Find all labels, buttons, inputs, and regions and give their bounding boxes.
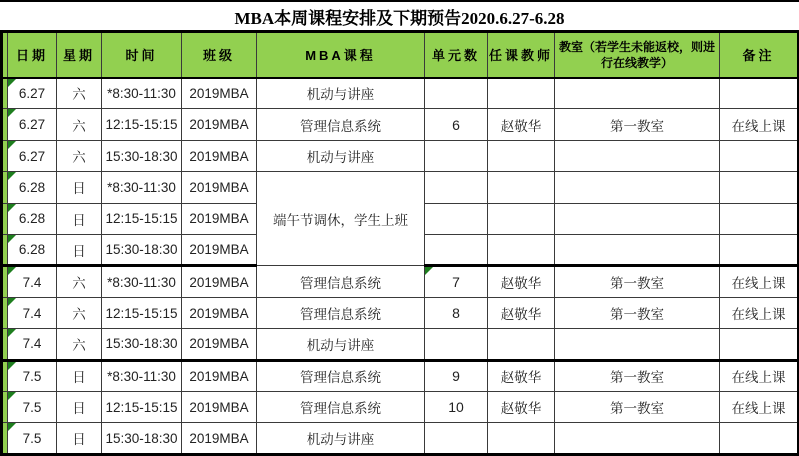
text-format-flag-triangle-icon xyxy=(8,267,16,275)
cell-units[interactable]: 10 xyxy=(425,392,488,423)
cell-date[interactable]: 7.4 xyxy=(8,266,57,297)
cell-time[interactable]: 15:30-18:30 xyxy=(102,423,182,455)
column-header-room[interactable]: 教室（若学生未能返校，则进行在线教学） xyxy=(555,32,720,78)
cell-date[interactable]: 6.27 xyxy=(8,140,57,171)
cell-teacher[interactable] xyxy=(488,235,555,266)
cell-date[interactable]: 6.27 xyxy=(8,78,57,109)
cell-class[interactable]: 2019MBA xyxy=(182,172,257,203)
cell-teacher[interactable]: 赵敬华 xyxy=(488,297,555,328)
cell-units[interactable]: 9 xyxy=(425,360,488,391)
cell-week[interactable]: 日 xyxy=(57,423,102,455)
cell-course[interactable]: 管理信息系统 xyxy=(257,392,425,423)
cell-course[interactable]: 管理信息系统 xyxy=(257,360,425,391)
cell-date[interactable]: 7.4 xyxy=(8,329,57,360)
cell-note[interactable] xyxy=(720,423,799,455)
cell-week[interactable]: 日 xyxy=(57,172,102,203)
cell-time[interactable]: 12:15-15:15 xyxy=(102,392,182,423)
cell-teacher[interactable] xyxy=(488,203,555,234)
cell-note[interactable]: 在线上课 xyxy=(720,109,799,140)
cell-units[interactable]: 6 xyxy=(425,109,488,140)
column-header-date[interactable]: 日期 xyxy=(8,32,57,78)
cell-units[interactable]: 7 xyxy=(425,266,488,297)
column-header-note[interactable]: 备注 xyxy=(720,32,799,78)
cell-room[interactable]: 第一教室 xyxy=(555,297,720,328)
cell-course[interactable]: 管理信息系统 xyxy=(257,297,425,328)
cell-class[interactable]: 2019MBA xyxy=(182,329,257,360)
cell-units[interactable] xyxy=(425,203,488,234)
column-header-course[interactable]: MBA课程 xyxy=(257,32,425,78)
cell-teacher[interactable] xyxy=(488,172,555,203)
cell-course[interactable]: 机动与讲座 xyxy=(257,140,425,171)
cell-units[interactable] xyxy=(425,78,488,109)
page-title: MBA本周课程安排及下期预告2020.6.27-6.28 xyxy=(234,8,565,28)
cell-room[interactable]: 第一教室 xyxy=(555,109,720,140)
cell-time[interactable]: 12:15-15:15 xyxy=(102,297,182,328)
cell-note[interactable]: 在线上课 xyxy=(720,266,799,297)
cell-time[interactable]: 12:15-15:15 xyxy=(102,109,182,140)
text-format-flag-triangle-icon xyxy=(425,267,433,275)
cell-date[interactable]: 6.28 xyxy=(8,235,57,266)
table-row xyxy=(2,172,799,203)
cell-time[interactable]: *8:30-11:30 xyxy=(102,172,182,203)
cell-class[interactable]: 2019MBA xyxy=(182,78,257,109)
cell-note[interactable] xyxy=(720,172,799,203)
cell-time[interactable]: *8:30-11:30 xyxy=(102,360,182,391)
cell-room[interactable] xyxy=(555,329,720,360)
text-format-flag-triangle-icon xyxy=(8,204,16,212)
column-header-class[interactable]: 班级 xyxy=(182,32,257,78)
text-format-flag-triangle-icon xyxy=(8,362,16,370)
cell-note[interactable] xyxy=(720,78,799,109)
cell-room[interactable] xyxy=(555,235,720,266)
cell-date[interactable]: 7.5 xyxy=(8,392,57,423)
cell-course[interactable]: 管理信息系统 xyxy=(257,266,425,297)
table-row xyxy=(2,109,799,140)
cell-teacher[interactable]: 赵敬华 xyxy=(488,109,555,140)
cell-time[interactable]: *8:30-11:30 xyxy=(102,78,182,109)
cell-room[interactable]: 第一教室 xyxy=(555,360,720,391)
column-header-units[interactable]: 单元数 xyxy=(425,32,488,78)
cell-course[interactable]: 机动与讲座 xyxy=(257,423,425,455)
cell-date[interactable]: 7.5 xyxy=(8,423,57,455)
cell-class[interactable]: 2019MBA xyxy=(182,423,257,455)
cell-week[interactable]: 六 xyxy=(57,140,102,171)
cell-time[interactable]: 15:30-18:30 xyxy=(102,329,182,360)
table-row xyxy=(2,329,799,360)
cell-course[interactable]: 端午节调休，学生上班 xyxy=(257,172,425,266)
table-row xyxy=(2,78,799,109)
cell-teacher[interactable] xyxy=(488,423,555,455)
cell-teacher[interactable] xyxy=(488,78,555,109)
text-format-flag-triangle-icon xyxy=(8,109,16,117)
table-row xyxy=(2,297,799,328)
text-format-flag-triangle-icon xyxy=(8,79,16,87)
cell-date[interactable]: 6.28 xyxy=(8,172,57,203)
cell-note[interactable] xyxy=(720,329,799,360)
cell-class[interactable]: 2019MBA xyxy=(182,360,257,391)
header-row xyxy=(2,32,799,78)
cell-class[interactable]: 2019MBA xyxy=(182,203,257,234)
cell-date[interactable]: 7.5 xyxy=(8,360,57,391)
column-header-time[interactable]: 时间 xyxy=(102,32,182,78)
cell-week[interactable]: 六 xyxy=(57,109,102,140)
text-format-flag-triangle-icon xyxy=(8,329,16,337)
cell-units[interactable]: 8 xyxy=(425,297,488,328)
text-format-flag-triangle-icon xyxy=(8,298,16,306)
cell-class[interactable]: 2019MBA xyxy=(182,109,257,140)
cell-week[interactable]: 日 xyxy=(57,203,102,234)
schedule-body xyxy=(2,78,799,455)
cell-teacher[interactable]: 赵敬华 xyxy=(488,392,555,423)
cell-class[interactable]: 2019MBA xyxy=(182,140,257,171)
cell-class[interactable]: 2019MBA xyxy=(182,266,257,297)
text-format-flag-triangle-icon xyxy=(8,172,16,180)
cell-week[interactable]: 六 xyxy=(57,266,102,297)
cell-note[interactable]: 在线上课 xyxy=(720,297,799,328)
cell-teacher[interactable]: 赵敬华 xyxy=(488,360,555,391)
cell-room[interactable] xyxy=(555,203,720,234)
column-header-teacher[interactable]: 任课教师 xyxy=(488,32,555,78)
table-row xyxy=(2,140,799,171)
cell-units[interactable] xyxy=(425,235,488,266)
table-row xyxy=(2,266,799,297)
cell-date[interactable]: 6.27 xyxy=(8,109,57,140)
cell-teacher[interactable] xyxy=(488,140,555,171)
cell-room[interactable] xyxy=(555,140,720,171)
cell-units[interactable] xyxy=(425,140,488,171)
cell-class[interactable]: 2019MBA xyxy=(182,235,257,266)
cell-units[interactable] xyxy=(425,423,488,455)
text-format-flag-triangle-icon xyxy=(8,392,16,400)
cell-course[interactable]: 机动与讲座 xyxy=(257,78,425,109)
cell-class[interactable]: 2019MBA xyxy=(182,392,257,423)
cell-note[interactable]: 在线上课 xyxy=(720,360,799,391)
cell-room[interactable] xyxy=(555,423,720,455)
cell-note[interactable] xyxy=(720,235,799,266)
cell-week[interactable]: 六 xyxy=(57,329,102,360)
text-format-flag-triangle-icon xyxy=(8,141,16,149)
cell-units[interactable] xyxy=(425,329,488,360)
cell-room[interactable]: 第一教室 xyxy=(555,266,720,297)
schedule-table xyxy=(0,30,799,456)
cell-course[interactable]: 管理信息系统 xyxy=(257,109,425,140)
cell-week[interactable]: 日 xyxy=(57,235,102,266)
cell-time[interactable]: *8:30-11:30 xyxy=(102,266,182,297)
cell-time[interactable]: 12:15-15:15 xyxy=(102,203,182,234)
column-header-week[interactable]: 星期 xyxy=(57,32,102,78)
cell-note[interactable]: 在线上课 xyxy=(720,392,799,423)
cell-week[interactable]: 六 xyxy=(57,78,102,109)
cell-date[interactable]: 6.28 xyxy=(8,203,57,234)
cell-time[interactable]: 15:30-18:30 xyxy=(102,235,182,266)
cell-note[interactable] xyxy=(720,140,799,171)
cell-teacher[interactable]: 赵敬华 xyxy=(488,266,555,297)
cell-course[interactable]: 机动与讲座 xyxy=(257,329,425,360)
cell-week[interactable]: 六 xyxy=(57,297,102,328)
cell-note[interactable] xyxy=(720,203,799,234)
table-row xyxy=(2,392,799,423)
cell-room[interactable] xyxy=(555,78,720,109)
text-format-flag-triangle-icon xyxy=(8,235,16,243)
cell-units[interactable] xyxy=(425,172,488,203)
cell-teacher[interactable] xyxy=(488,329,555,360)
cell-class[interactable]: 2019MBA xyxy=(182,297,257,328)
cell-time[interactable]: 15:30-18:30 xyxy=(102,140,182,171)
text-format-flag-triangle-icon xyxy=(8,423,16,431)
cell-room[interactable] xyxy=(555,172,720,203)
cell-room[interactable]: 第一教室 xyxy=(555,392,720,423)
table-row xyxy=(2,360,799,391)
cell-week[interactable]: 日 xyxy=(57,392,102,423)
cell-week[interactable]: 日 xyxy=(57,360,102,391)
table-row xyxy=(2,423,799,455)
cell-date[interactable]: 7.4 xyxy=(8,297,57,328)
